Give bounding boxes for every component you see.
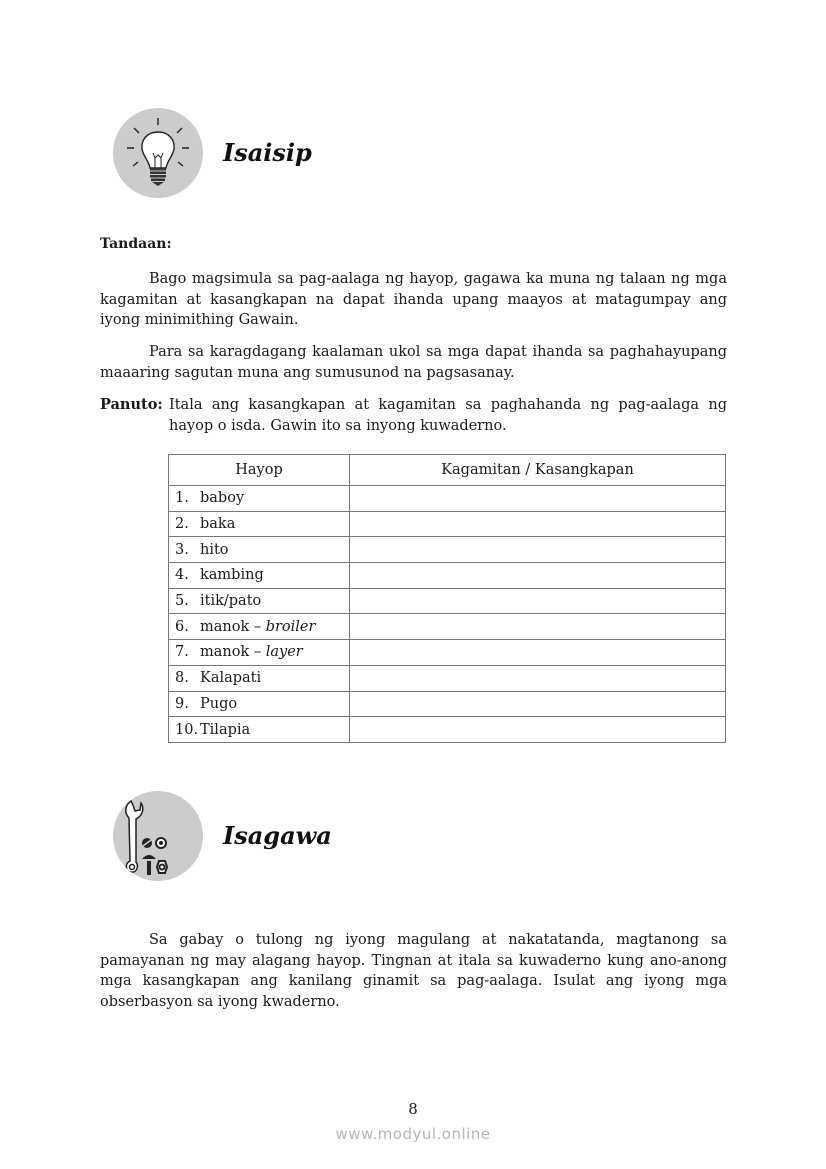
table-row [169, 691, 726, 717]
hayop-kagamitan-table [168, 454, 726, 743]
kagamitan-cell [350, 691, 726, 717]
hayop-cell [169, 537, 350, 563]
table-row [169, 665, 726, 691]
hayop-cell [169, 717, 350, 743]
row-number: 1. [175, 490, 189, 507]
animal-qualifier: layer [265, 644, 303, 661]
row-number: 6. [175, 618, 189, 635]
paragraph-2-text: Para sa karagdagang kaalaman ukol sa mga dapat ihanda sa paghahayupang maaaring sagutan muna ang sumusunod na pagsasanay. [100, 344, 727, 381]
row-number: 3. [175, 541, 189, 558]
hayop-cell [169, 665, 350, 691]
animal-qualifier: broiler [265, 618, 316, 635]
isagawa-paragraph [100, 930, 727, 1012]
watermark: www.modyul.online [335, 1125, 491, 1143]
animal-name: baka [200, 516, 236, 533]
hayop-cell [169, 640, 350, 666]
isaisip-header [113, 108, 513, 200]
row-number: 9. [175, 695, 189, 712]
animal-name: kambing [200, 567, 264, 584]
hayop-cell [169, 511, 350, 537]
tandaan-label: Tandaan: [100, 236, 172, 252]
lightbulb-icon [113, 108, 203, 198]
row-number: 4. [175, 567, 189, 584]
paragraph-1-text: Bago magsimula sa pag-aalaga ng hayop, gagawa ka muna ng talaan ng mga kagamitan at kasangkapan na dapat ihanda upang maayos at matagumpay ang iyong minimithing Gawain. [100, 271, 727, 328]
section-title-isagawa: Isagawa [223, 821, 332, 850]
table-row [169, 588, 726, 614]
kagamitan-cell [350, 511, 726, 537]
table-row [169, 537, 726, 563]
isagawa-header [113, 791, 513, 883]
table-row [169, 563, 726, 589]
table-row [169, 640, 726, 666]
animal-name: Tilapia [200, 721, 251, 738]
page-number: 8 [408, 1100, 418, 1118]
kagamitan-cell [350, 588, 726, 614]
isagawa-paragraph-text: Sa gabay o tulong ng iyong magulang at nakatatanda, magtanong sa pamayanan ng may alagang hayop. Tingnan at itala sa kuwaderno kung ano-anong mga kasangkapan ang kanilang ginamit sa pag-aalaga. Isulat ang iyong mga obserbasyon sa iyong kwaderno. [100, 932, 727, 1010]
animal-name: hito [200, 541, 229, 558]
hayop-cell [169, 614, 350, 640]
animal-name: manok – [200, 644, 266, 661]
table-row [169, 511, 726, 537]
kagamitan-cell [350, 665, 726, 691]
panuto-text: Itala ang kasangkapan at kagamitan sa paghahanda ng pag-aalaga ng hayop o isda. Gawin ito sa inyong kuwaderno. [169, 397, 727, 434]
animal-name: manok – [200, 618, 266, 635]
hayop-cell [169, 486, 350, 512]
animal-name: baboy [200, 490, 245, 507]
animal-name: itik/pato [200, 593, 262, 610]
tandaan-paragraph-2 [100, 342, 727, 383]
column-header-hayop: Hayop [169, 455, 350, 486]
kagamitan-cell [350, 614, 726, 640]
kagamitan-cell [350, 563, 726, 589]
section-title-isaisip: Isaisip [223, 138, 312, 167]
kagamitan-cell [350, 537, 726, 563]
kagamitan-cell [350, 717, 726, 743]
animal-name: Pugo [200, 695, 238, 712]
hayop-cell [169, 691, 350, 717]
table-row [169, 717, 726, 743]
panuto-label: Panuto: [100, 396, 163, 413]
column-header-kagamitan: Kagamitan / Kasangkapan [350, 455, 726, 486]
row-number: 10. [175, 721, 199, 738]
row-number: 8. [175, 670, 189, 687]
hayop-cell [169, 588, 350, 614]
animal-name: Kalapati [200, 670, 262, 687]
kagamitan-cell [350, 640, 726, 666]
row-number: 7. [175, 644, 189, 661]
table-row [169, 486, 726, 512]
wrench-and-bolts-icon [113, 791, 203, 881]
table-row [169, 614, 726, 640]
row-number: 2. [175, 516, 189, 533]
hayop-cell [169, 563, 350, 589]
table-header-row [169, 455, 726, 486]
tandaan-paragraph-1 [100, 269, 727, 331]
kagamitan-cell [350, 486, 726, 512]
row-number: 5. [175, 593, 189, 610]
